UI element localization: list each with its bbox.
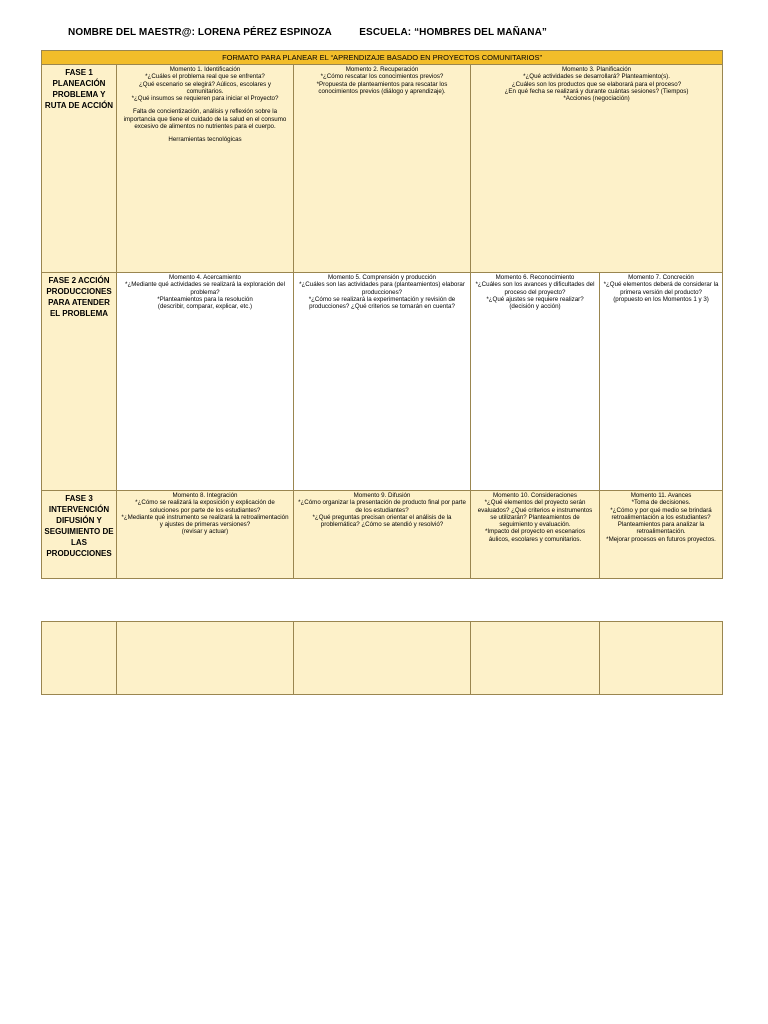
momento-6-title: Momento 6. Reconocimiento bbox=[495, 274, 575, 281]
momento-10-line: *¿Qué elementos del proyecto serán evaluados? ¿Qué criterios e instrumentos se utilizarán? Planteamientos de seguimiento y evaluación. bbox=[477, 499, 593, 529]
momento-2-line: *Propuesta de planteamientos para rescatar los conocimientos previos (diálogo y aprendizaje). bbox=[316, 80, 448, 95]
momento-4-line: *¿Mediante qué actividades se realizará la exploración del problema? bbox=[125, 281, 285, 296]
momento-6-line: *¿Qué ajustes se requiere realizar? bbox=[486, 295, 584, 303]
momento-5-line: *¿Cuáles son las actividades para (planteamientos) elaborar producciones? bbox=[299, 281, 465, 296]
empty-cell bbox=[117, 622, 294, 695]
momento-6-line: (decisión y acción) bbox=[509, 303, 561, 311]
momento-1-problem-text: Falta de concientización, análisis y reflexión sobre la importancia que tiene el cuidado de la salud en el consumo excesivo de alimentos no nutrientes para el cuerpo. bbox=[123, 108, 287, 131]
momento-11-line: *¿Cómo y por qué medio se brindará retroalimentación a los estudiantes? Planteamientos para analizar la retroalimentación. bbox=[610, 506, 712, 536]
momento-3-title: Momento 3. Planificación bbox=[561, 66, 632, 73]
momento-8-line: *¿Mediante qué instrumento se realizará la retroalimentación y ajustes de primeras versiones? bbox=[121, 513, 289, 529]
momento-5-cell bbox=[294, 273, 471, 491]
momento-7-title: Momento 7. Concreción bbox=[628, 274, 694, 281]
momento-1-tools-text: Herramientas tecnológicas bbox=[168, 136, 242, 144]
empty-table bbox=[41, 621, 723, 695]
momento-9-line: *¿Cómo organizar la presentación de producto final por parte de los estudiantes? bbox=[298, 499, 466, 514]
momento-3-line: ¿En qué fecha se realizará y durante cuántas sesiones? (Tiempos) bbox=[504, 87, 689, 95]
momento-8-line: *¿Cómo se realizará la exposición y explicación de soluciones por parte de los estudiantes? bbox=[135, 499, 275, 514]
momento-4-line: *Planteamientos para la resolución bbox=[157, 295, 253, 303]
momento-1-line: *¿Qué insumos se requieren para iniciar el Proyecto? bbox=[131, 95, 279, 103]
momento-4-line: (describir, comparar, explicar, etc.) bbox=[157, 303, 253, 311]
phase2-cell bbox=[42, 273, 117, 491]
momento-10-line: *Impacto del proyecto en escenarios áulicos, escolares y comunitarios. bbox=[484, 528, 586, 543]
momento-2-line: *¿Cómo rescatar los conocimientos previos? bbox=[320, 73, 444, 81]
phase1-cell bbox=[42, 65, 117, 273]
document-header bbox=[68, 27, 547, 38]
momento-11-line: *Mejorar procesos en futuros proyectos. bbox=[606, 535, 716, 543]
phase3-label: FASE 3 INTERVENCIÓN DIFUSIÓN Y SEGUIMIENTO DE LAS PRODUCCIONES bbox=[44, 494, 114, 558]
momento-7-cell bbox=[600, 273, 723, 491]
table-title: FORMATO PARA PLANEAR EL “APRENDIZAJE BASADO EN PROYECTOS COMUNITARIOS” bbox=[42, 51, 723, 65]
momento-11-title: Momento 11. Avances bbox=[630, 492, 692, 499]
empty-cell bbox=[600, 622, 723, 695]
momento-7-line: *¿Qué elementos deberá de considerar la primera versión del producto? bbox=[603, 281, 719, 296]
empty-cell bbox=[294, 622, 471, 695]
empty-cell bbox=[42, 622, 117, 695]
momento-3-line: ¿Cuáles son los productos que se elaborará para el proceso? bbox=[511, 80, 682, 88]
momento-9-cell bbox=[294, 491, 471, 579]
momento-1-line: *¿Cuáles el problema real que se enfrenta? bbox=[145, 73, 265, 81]
momento-2-cell bbox=[294, 65, 471, 273]
phase1-label: FASE 1 PLANEACIÓN PROBLEMA Y RUTA DE ACCIÓN bbox=[44, 68, 114, 110]
momento-8-line: (revisar y actuar) bbox=[181, 528, 229, 536]
momento-4-cell bbox=[117, 273, 294, 491]
momento-5-title: Momento 5. Comprensión y producción bbox=[328, 274, 436, 281]
momento-11-line: *Toma de decisiones. bbox=[631, 499, 691, 507]
school-name: ESCUELA: “HOMBRES DEL MAÑANA” bbox=[359, 27, 548, 38]
momento-6-cell bbox=[471, 273, 600, 491]
momento-9-title: Momento 9. Difusión bbox=[353, 492, 411, 499]
momento-7-line: (propuesto en los Momentos 1 y 3) bbox=[613, 295, 709, 303]
momento-3-line: *¿Qué actividades se desarrollará? Planteamiento(s). bbox=[523, 73, 670, 81]
momento-1-title: Momento 1. Identificación bbox=[169, 66, 241, 73]
momento-9-line: *¿Qué preguntas precisan orientar el análisis de la problemática? ¿Cómo se atendió y resolvió? bbox=[312, 513, 452, 529]
momento-2-title: Momento 2. Recuperación bbox=[345, 66, 419, 73]
momento-10-title: Momento 10. Consideraciones bbox=[493, 492, 577, 499]
momento-4-title: Momento 4. Acercamiento bbox=[169, 274, 241, 281]
momento-5-line: *¿Cómo se realizará la experimentación y revisión de producciones? ¿Qué criterios se tomarán en cuenta? bbox=[308, 295, 456, 311]
momento-6-line: *¿Cuáles son los avances y dificultades del proceso del proyecto? bbox=[475, 281, 595, 296]
momento-3-cell bbox=[471, 65, 723, 273]
momento-3-line: *Acciones (negociación) bbox=[563, 95, 630, 103]
momento-1-cell bbox=[117, 65, 294, 273]
phase2-label: FASE 2 ACCIÓN PRODUCCIONES PARA ATENDER EL PROBLEMA bbox=[46, 276, 112, 318]
momento-8-title: Momento 8. Integración bbox=[172, 492, 238, 499]
momento-8-cell bbox=[117, 491, 294, 579]
teacher-name: NOMBRE DEL MAESTR@: LORENA PÉREZ ESPINOZA bbox=[68, 27, 332, 38]
momento-11-cell bbox=[600, 491, 723, 579]
planning-table bbox=[41, 50, 723, 579]
momento-10-cell bbox=[471, 491, 600, 579]
empty-cell bbox=[471, 622, 600, 695]
momento-1-line: ¿Qué escenario se elegirá? Aúlicos, escolares y comunitarios. bbox=[138, 80, 272, 95]
phase3-cell bbox=[42, 491, 117, 579]
